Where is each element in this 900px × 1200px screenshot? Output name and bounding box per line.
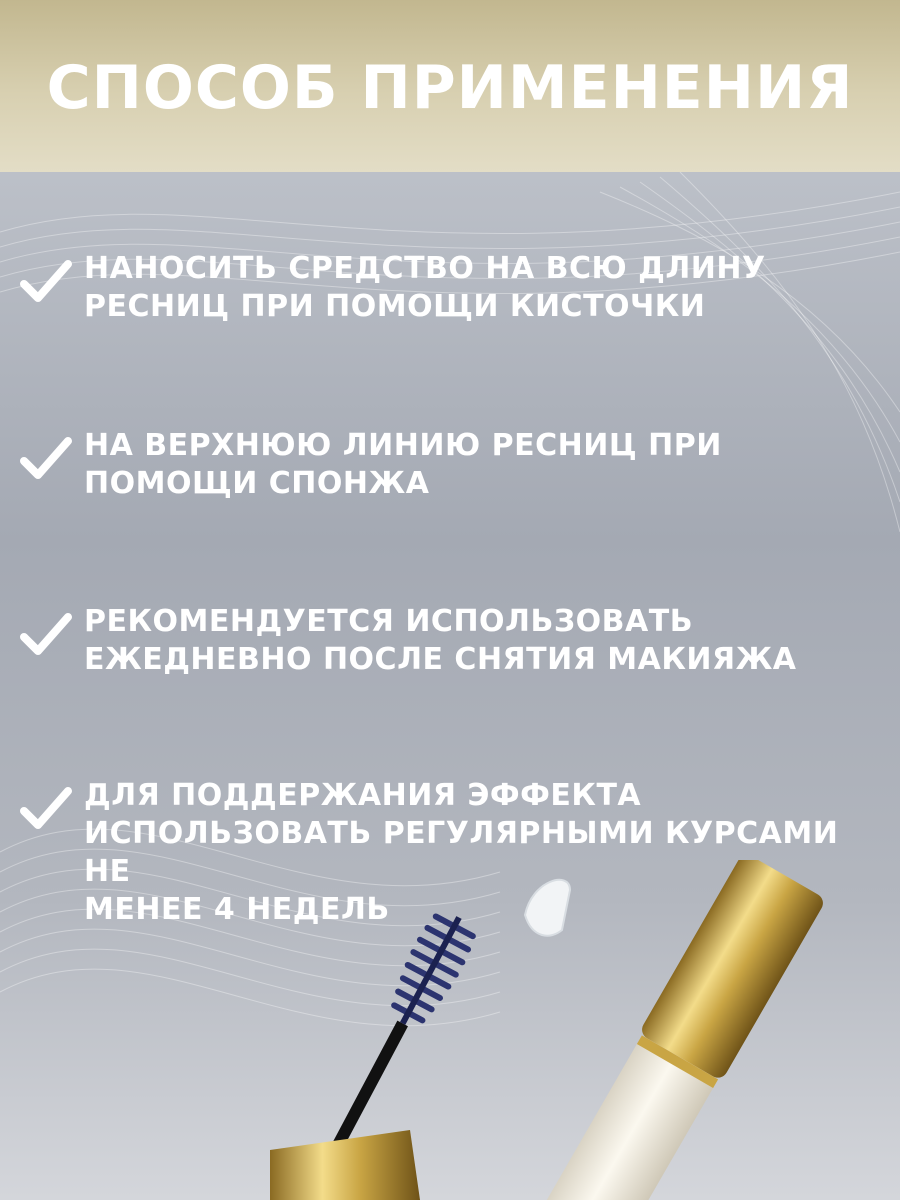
checkmark-icon: [20, 611, 72, 659]
mascara-product-image: [270, 860, 900, 1200]
header-banner: [0, 0, 900, 172]
checkmark-icon: [20, 785, 72, 833]
checkmark-icon: [20, 258, 72, 306]
step-text: НА ВЕРХНЮЮ ЛИНИЮ РЕСНИЦ ПРИ ПОМОЩИ СПОНЖА: [84, 428, 722, 501]
step-text: ДЛЯ ПОДДЕРЖАНИЯ ЭФФЕКТА ИСПОЛЬЗОВАТЬ РЕГУЛЯРНЫМИ КУРСАМИ НЕ МЕНЕЕ 4 НЕДЕЛЬ: [84, 778, 839, 927]
step-text: НАНОСИТЬ СРЕДСТВО НА ВСЮ ДЛИНУ РЕСНИЦ ПРИ ПОМОЩИ КИСТОЧКИ: [84, 251, 766, 324]
step-text: РЕКОМЕНДУЕТСЯ ИСПОЛЬЗОВАТЬ ЕЖЕДНЕВНО ПОСЛЕ СНЯТИЯ МАКИЯЖА: [84, 604, 797, 677]
checkmark-icon: [20, 435, 72, 483]
page-title: СПОСОБ ПРИМЕНЕНИЯ: [46, 53, 854, 123]
